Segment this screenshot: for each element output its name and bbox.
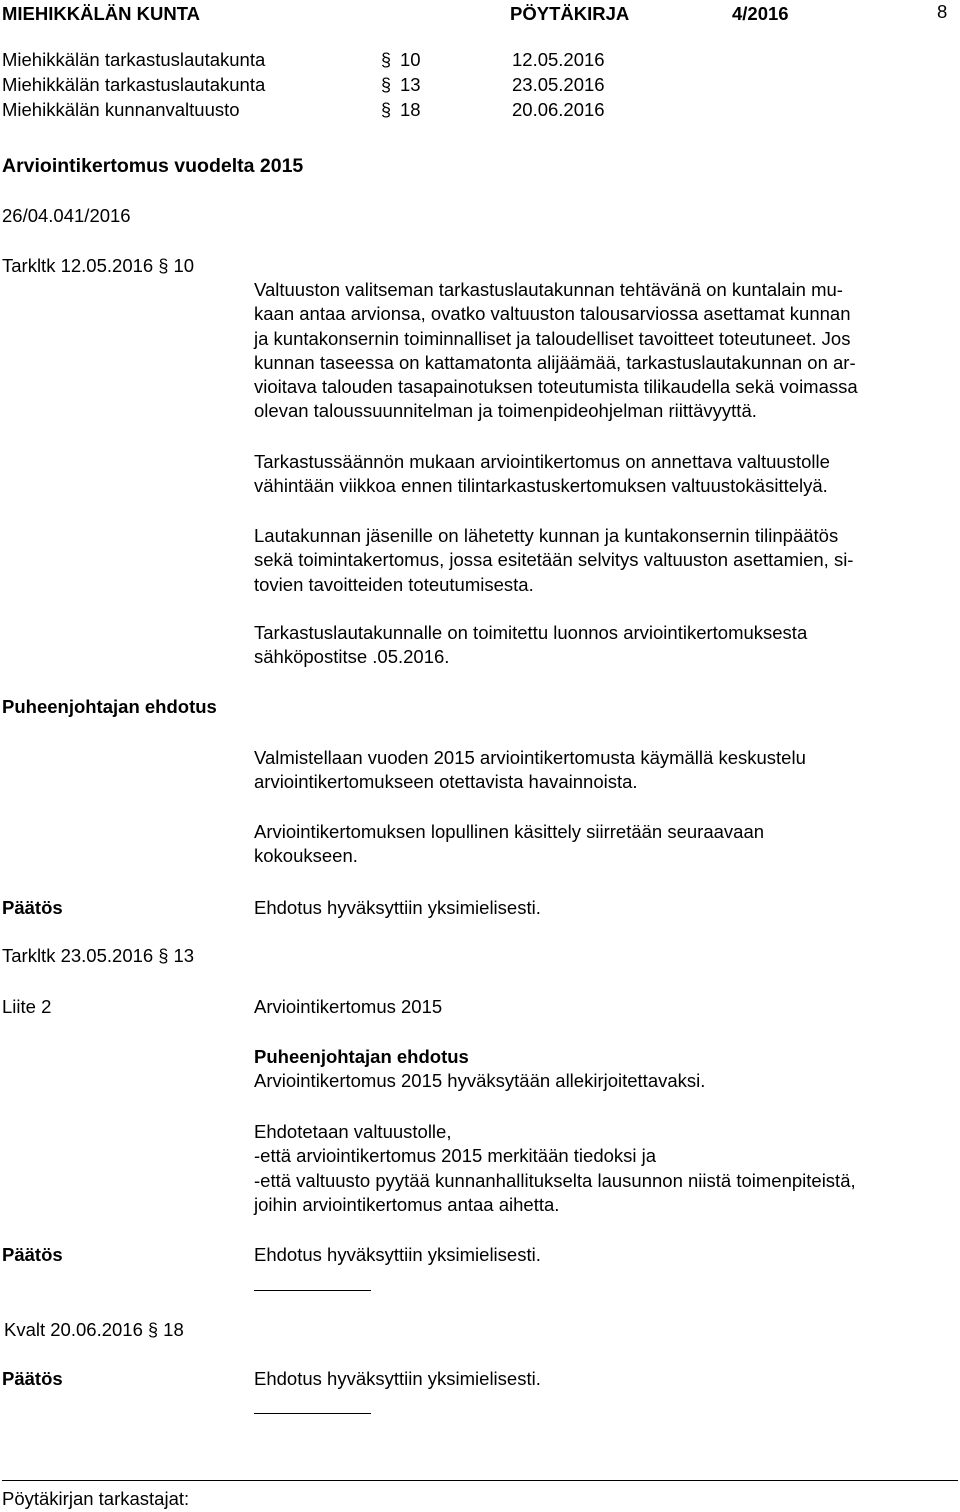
section-sign: § xyxy=(381,50,392,70)
decision-underline xyxy=(254,1413,371,1414)
minutes-checkers-label: Pöytäkirjan tarkastajat: xyxy=(2,1488,190,1509)
meeting-date: Tarkltk 23.05.2016 xyxy=(2,945,154,966)
proposal-text: Arviointikertomus 2015 hyväksytään allekirjoitettavaksi. xyxy=(254,1070,706,1091)
decision-text: Ehdotus hyväksyttiin yksimielisesti. xyxy=(254,897,541,918)
decision-text: Ehdotus hyväksyttiin yksimielisesti. xyxy=(254,1368,541,1389)
body-paragraph xyxy=(254,278,960,424)
text-line: Lautakunnan jäsenille on lähetetty kunnan ja kuntakonsernin tilinpäätös xyxy=(254,525,839,546)
text-line: Valmistellaan vuoden 2015 arviointikertomusta käymällä keskustelu xyxy=(254,747,806,768)
meeting-heading xyxy=(4,1318,184,1342)
decision-label: Päätös xyxy=(2,1368,63,1389)
body-paragraph xyxy=(254,450,960,499)
document-title: Arviointikertomus vuodelta 2015 xyxy=(2,155,304,177)
suggestion-paragraph xyxy=(254,1120,960,1217)
decision-label: Päätös xyxy=(2,897,63,918)
text-line: ja kuntakonsernin toiminnalliset ja taloudelliset tavoitteet toteutuneet. Jos xyxy=(254,327,851,349)
section-sign: § xyxy=(381,75,392,95)
chair-proposal-label: Puheenjohtajan ehdotus xyxy=(2,696,217,717)
history-number: 13 xyxy=(400,74,421,95)
history-date: 20.06.2016 xyxy=(512,99,605,120)
text-line: Ehdotetaan valtuustolle, xyxy=(254,1121,452,1142)
municipality-name: MIEHIKKÄLÄN KUNTA xyxy=(2,3,200,24)
text-line: Valtuuston valitseman tarkastuslautakunnan tehtävänä on kuntalain mu- xyxy=(254,279,843,300)
footer-divider xyxy=(2,1480,958,1481)
document-number: 4/2016 xyxy=(732,3,789,24)
section-sign: § xyxy=(158,946,169,966)
decision-underline xyxy=(254,1290,371,1291)
decision-label: Päätös xyxy=(2,1244,63,1265)
text-line: tovien tavoitteiden toteutumisesta. xyxy=(254,573,534,595)
text-line: sähköpostitse .05.2016. xyxy=(254,646,450,668)
history-date: 23.05.2016 xyxy=(512,74,605,95)
text-line: Tarkastussäännön mukaan arviointikertomus on annettava valtuustolle xyxy=(254,451,830,472)
text-line: -että valtuusto pyytää kunnanhallitukselta lausunnon niistä toimenpiteistä, xyxy=(254,1169,856,1191)
section-sign: § xyxy=(158,256,169,276)
attachment-label: Liite 2 xyxy=(2,996,52,1017)
meeting-date: Tarkltk 12.05.2016 xyxy=(2,255,154,276)
text-line: kokoukseen. xyxy=(254,845,358,867)
decision-text: Ehdotus hyväksyttiin yksimielisesti. xyxy=(254,1244,541,1265)
proposal-paragraph xyxy=(254,820,960,869)
text-line: -että arviointikertomus 2015 merkitään tiedoksi ja xyxy=(254,1145,657,1167)
text-line: joihin arviointikertomus antaa aihetta. xyxy=(254,1193,560,1215)
page-number: 8 xyxy=(937,1,948,22)
reference-number: 26/04.041/2016 xyxy=(2,205,131,226)
attachment-name: Arviointikertomus 2015 xyxy=(254,996,443,1017)
text-line: olevan taloussuunnitelman ja toimenpideohjelman riittävyyttä. xyxy=(254,400,757,422)
history-number: 10 xyxy=(400,49,421,70)
document-type: PÖYTÄKIRJA xyxy=(510,3,630,24)
section-sign: § xyxy=(148,1320,159,1340)
meeting-date: Kvalt 20.06.2016 xyxy=(4,1319,143,1340)
meeting-heading xyxy=(2,254,194,278)
section-number: 10 xyxy=(173,255,195,276)
proposal-paragraph xyxy=(254,746,960,795)
body-paragraph xyxy=(254,524,960,597)
text-line: arviointikertomukseen otettavista havainnoista. xyxy=(254,771,638,793)
history-number: 18 xyxy=(400,99,421,120)
body-paragraph xyxy=(254,621,960,670)
section-number: 13 xyxy=(173,945,195,966)
history-date: 12.05.2016 xyxy=(512,49,605,70)
text-line: Arviointikertomuksen lopullinen käsittely siirretään seuraavaan xyxy=(254,821,765,842)
chair-proposal-label: Puheenjohtajan ehdotus xyxy=(254,1046,469,1067)
history-body: Miehikkälän kunnanvaltuusto xyxy=(2,99,240,120)
meeting-heading xyxy=(2,944,194,968)
section-number: 18 xyxy=(163,1319,184,1340)
history-body: Miehikkälän tarkastuslautakunta xyxy=(2,49,266,70)
text-line: Tarkastuslautakunnalle on toimitettu luonnos arviointikertomuksesta xyxy=(254,622,808,643)
text-line: vähintään viikkoa ennen tilintarkastuskertomuksen valtuustokäsittelyä. xyxy=(254,475,828,497)
text-line: kunnan taseessa on kattamatonta alijäämää, tarkastuslautakunnan on ar- xyxy=(254,351,856,373)
history-body: Miehikkälän tarkastuslautakunta xyxy=(2,74,266,95)
text-line: sekä toimintakertomus, jossa esitetään selvitys valtuuston asettamien, si- xyxy=(254,549,854,571)
text-line: kaan antaa arvionsa, ovatko valtuuston talousarviossa asettamat kunnan xyxy=(254,303,851,325)
text-line: vioitava talouden tasapainotuksen toteutumista tilikaudella sekä voimassa xyxy=(254,376,858,398)
section-sign: § xyxy=(381,100,392,120)
